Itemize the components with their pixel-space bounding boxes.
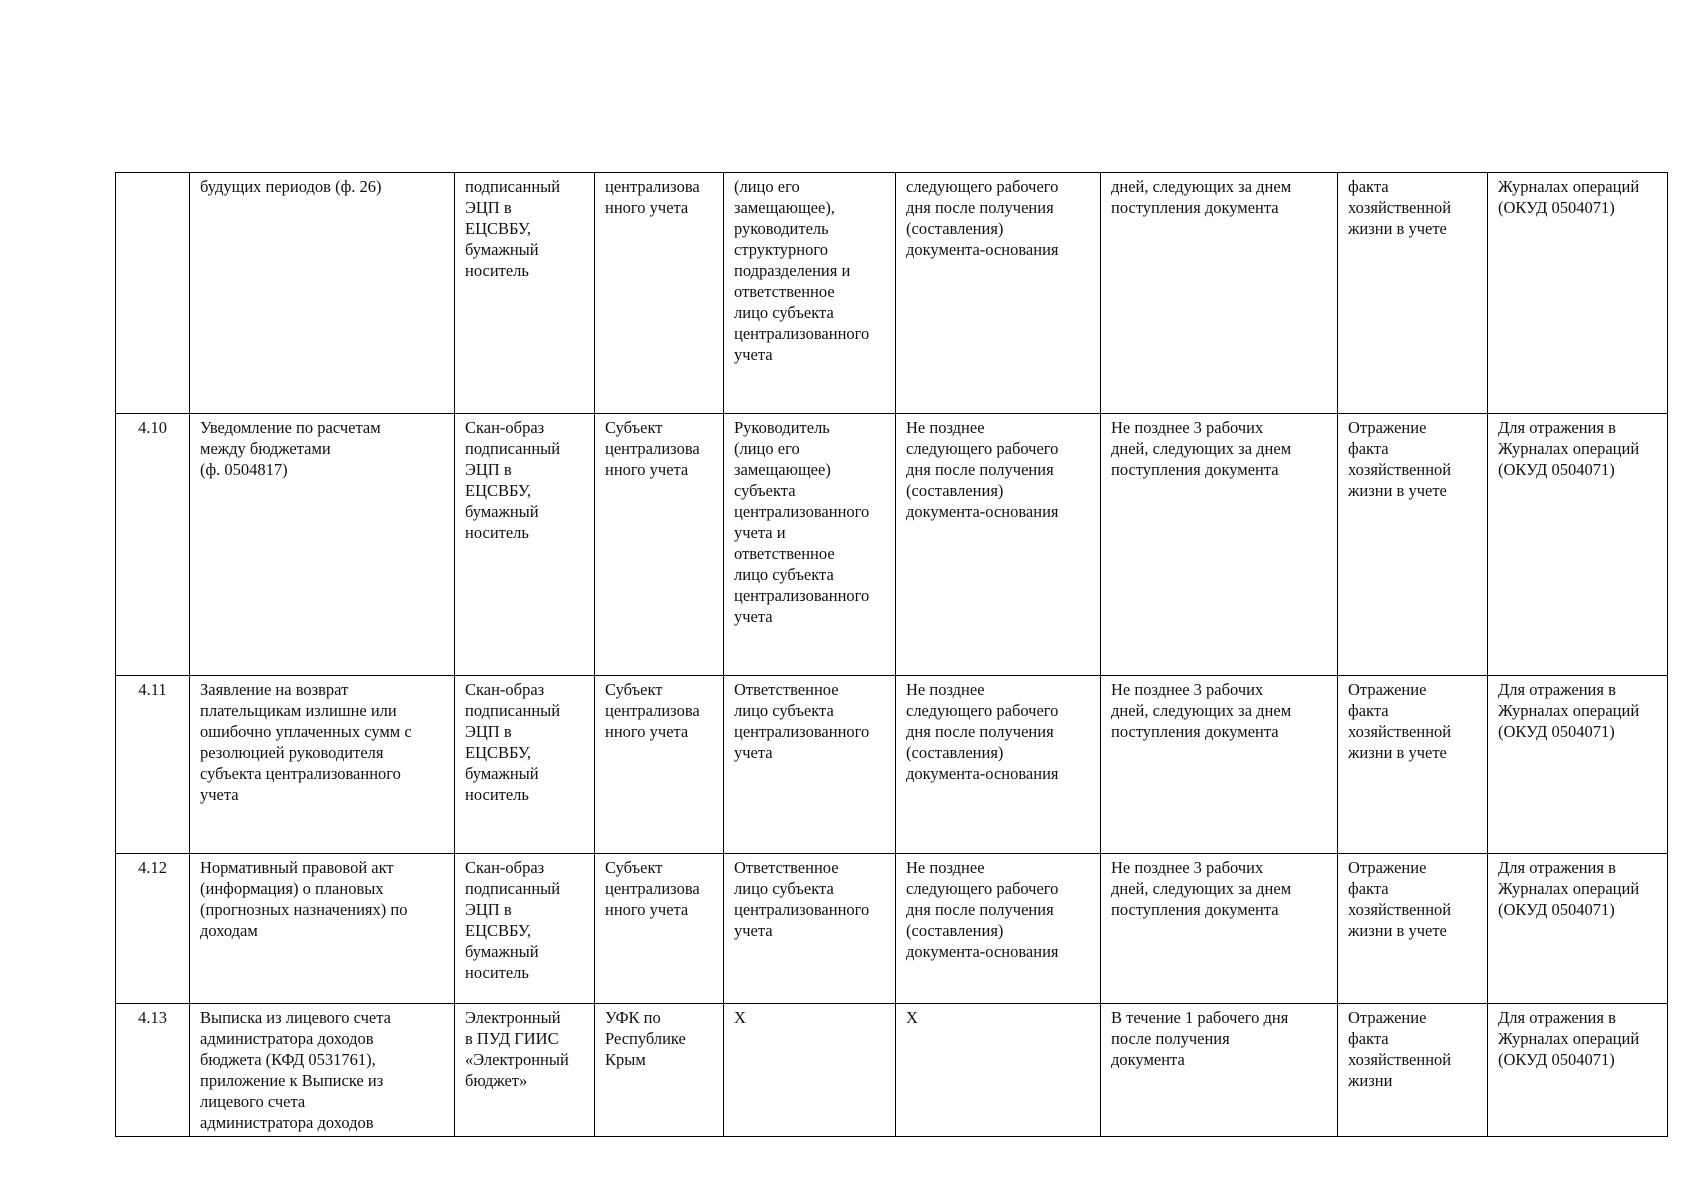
row-number (116, 173, 190, 414)
document-name: будущих периодов (ф. 26) (190, 173, 455, 414)
document-format: Скан-образ подписанный ЭЦП в ЕЦСВБУ, бумажный носитель (455, 414, 595, 676)
submission-deadline: следующего рабочего дня после получения (составления) документа-основания (896, 173, 1101, 414)
document-purpose: Отражение факта хозяйственной жизни в учете (1338, 854, 1488, 1004)
table-row (116, 173, 1668, 414)
processing-deadline: Не позднее 3 рабочих дней, следующих за днем поступления документа (1101, 676, 1338, 854)
document-creator: УФК по Республике Крым (595, 1004, 724, 1137)
responsible-person: (лицо его замещающее), руководитель структурного подразделения и ответственное лицо субъекта централизованного учета (724, 173, 896, 414)
table-row (116, 676, 1668, 854)
processing-deadline: Не позднее 3 рабочих дней, следующих за днем поступления документа (1101, 854, 1338, 1004)
table-row (116, 414, 1668, 676)
submission-deadline: Х (896, 1004, 1101, 1137)
responsible-person: Ответственное лицо субъекта централизованного учета (724, 854, 896, 1004)
reflection-note: Для отражения в Журналах операций (ОКУД 0504071) (1488, 854, 1668, 1004)
row-number: 4.12 (116, 854, 190, 1004)
document-name: Выписка из лицевого счета администратора доходов бюджета (КФД 0531761), приложение к Выписке из лицевого счета администратора доходов (190, 1004, 455, 1137)
document-register-table (115, 172, 1668, 1137)
row-number: 4.13 (116, 1004, 190, 1137)
responsible-person: Х (724, 1004, 896, 1137)
document-purpose: Отражение факта хозяйственной жизни (1338, 1004, 1488, 1137)
document-format: Электронный в ПУД ГИИС «Электронный бюджет» (455, 1004, 595, 1137)
submission-deadline: Не позднее следующего рабочего дня после получения (составления) документа-основания (896, 676, 1101, 854)
document-purpose: Отражение факта хозяйственной жизни в учете (1338, 676, 1488, 854)
processing-deadline: Не позднее 3 рабочих дней, следующих за днем поступления документа (1101, 414, 1338, 676)
table-row (116, 854, 1668, 1004)
document-creator: Субъект централизова нного учета (595, 854, 724, 1004)
reflection-note: Для отражения в Журналах операций (ОКУД 0504071) (1488, 414, 1668, 676)
table-row (116, 1004, 1668, 1137)
reflection-note: Журналах операций (ОКУД 0504071) (1488, 173, 1668, 414)
reflection-note: Для отражения в Журналах операций (ОКУД 0504071) (1488, 1004, 1668, 1137)
document-format: Скан-образ подписанный ЭЦП в ЕЦСВБУ, бумажный носитель (455, 676, 595, 854)
processing-deadline: В течение 1 рабочего дня после получения документа (1101, 1004, 1338, 1137)
responsible-person: Руководитель (лицо его замещающее) субъекта централизованного учета и ответственное лицо субъекта централизованного учета (724, 414, 896, 676)
document-name: Заявление на возврат плательщикам излишне или ошибочно уплаченных сумм с резолюцией руководителя субъекта централизованного учета (190, 676, 455, 854)
document-name: Уведомление по расчетам между бюджетами (ф. 0504817) (190, 414, 455, 676)
document-format: подписанный ЭЦП в ЕЦСВБУ, бумажный носитель (455, 173, 595, 414)
document-creator: централизова нного учета (595, 173, 724, 414)
row-number: 4.11 (116, 676, 190, 854)
submission-deadline: Не позднее следующего рабочего дня после получения (составления) документа-основания (896, 414, 1101, 676)
row-number: 4.10 (116, 414, 190, 676)
document-purpose: факта хозяйственной жизни в учете (1338, 173, 1488, 414)
document-creator: Субъект централизова нного учета (595, 414, 724, 676)
responsible-person: Ответственное лицо субъекта централизованного учета (724, 676, 896, 854)
submission-deadline: Не позднее следующего рабочего дня после получения (составления) документа-основания (896, 854, 1101, 1004)
document-name: Нормативный правовой акт (информация) о плановых (прогнозных назначениях) по доходам (190, 854, 455, 1004)
reflection-note: Для отражения в Журналах операций (ОКУД 0504071) (1488, 676, 1668, 854)
document-purpose: Отражение факта хозяйственной жизни в учете (1338, 414, 1488, 676)
document-format: Скан-образ подписанный ЭЦП в ЕЦСВБУ, бумажный носитель (455, 854, 595, 1004)
processing-deadline: дней, следующих за днем поступления документа (1101, 173, 1338, 414)
document-creator: Субъект централизова нного учета (595, 676, 724, 854)
